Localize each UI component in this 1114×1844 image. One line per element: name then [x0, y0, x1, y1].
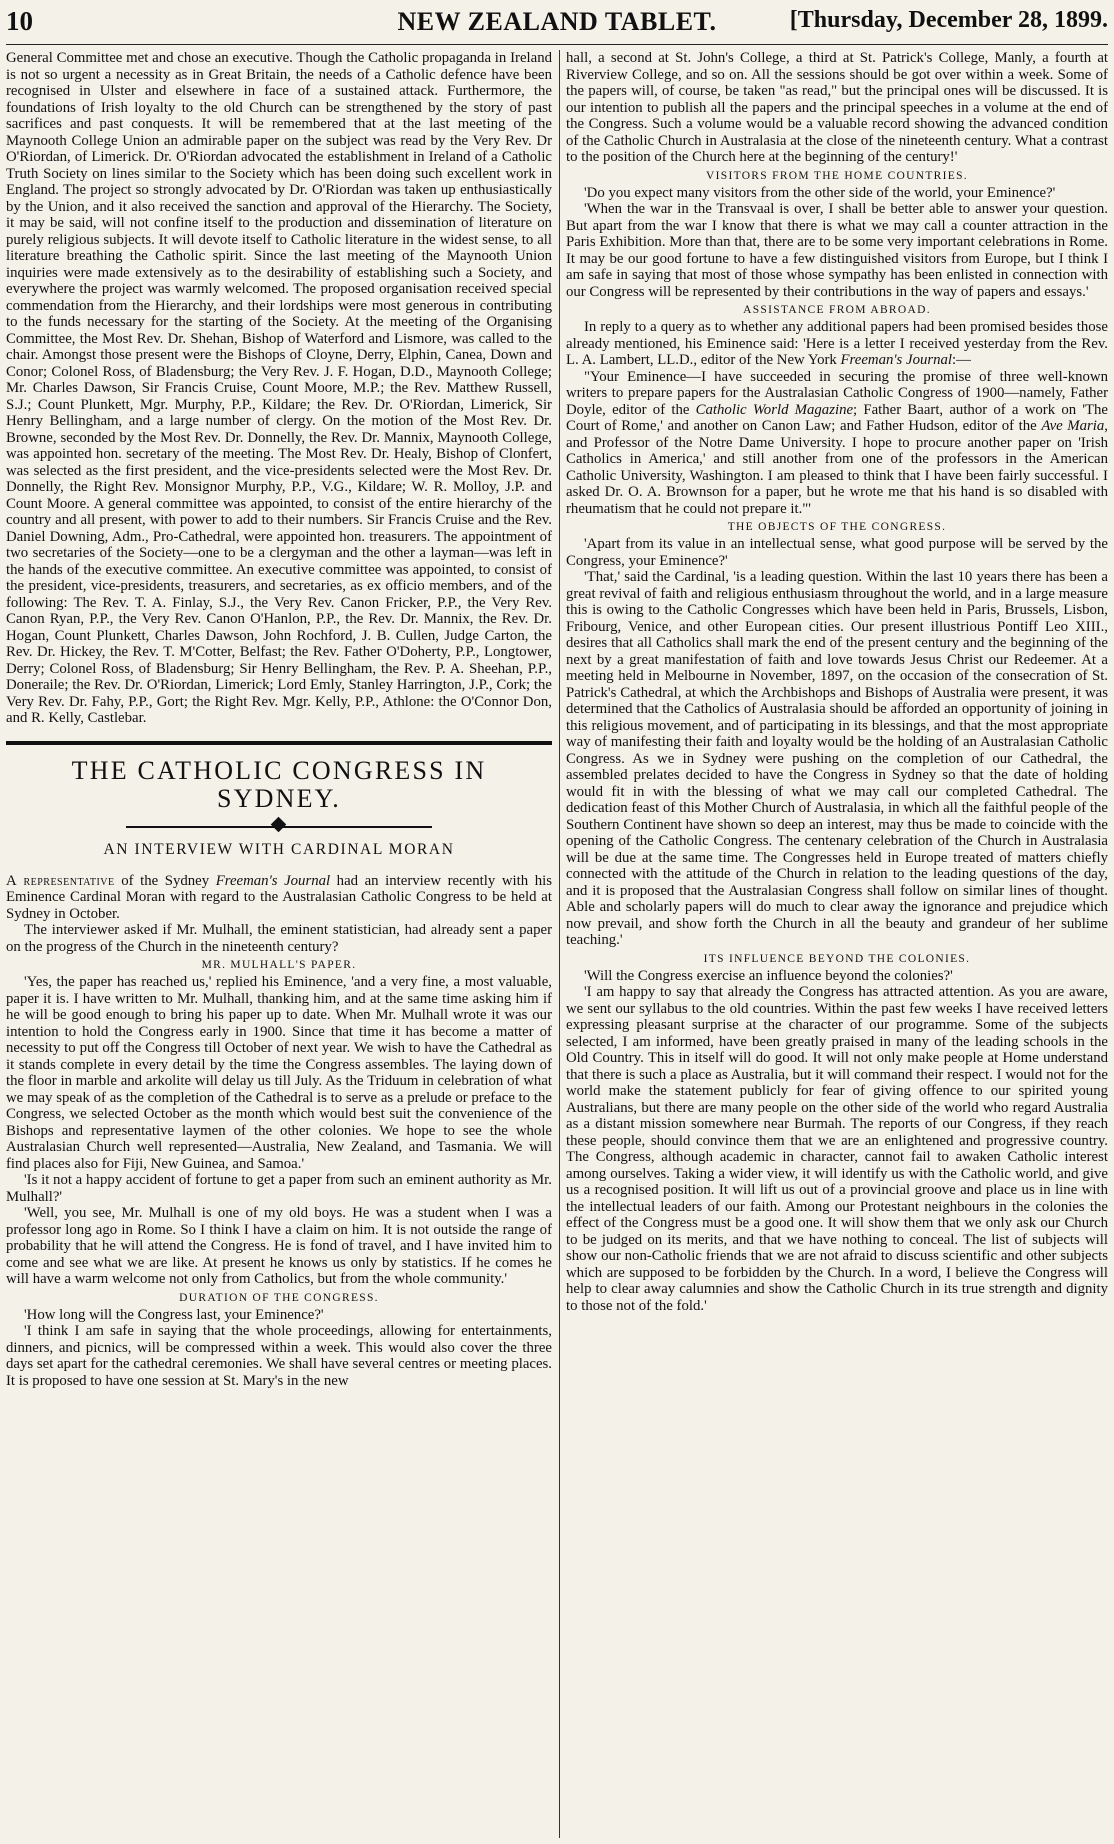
- lead-publication: Freeman's Journal: [215, 872, 331, 889]
- paragraph-leading-question: 'That,' said the Cardinal, 'is a leading question. Within the last 10 years there has been a great revival of faith and religious enthusiasm throughout the world, and in a large measure this is owing to the Catholic Congresses which have been held in Paris, Brussels, Lisbon, Fribourg, Venice, and other European cities. Our present illustrious Pontiff Leo XIII., desires that all Catholics shall mark the end of the present century and the beginning of the next by a great manifestation of faith and love towards Jesus Christ our Redeemer. At a meeting held in Melbourne in November, 1897, on the occasion of the consecration of St. Patrick's Cathedral, at which the Archbishops and Bishops of Australia were present, it was determined that the Catholics of Australasia should be afforded an opportunity of joining in this religious movement, and of participating in its blessings, and that the most appropriate way of manifesting their faith and loyalty would be the holding of an Australasian Catholic Congress. As we in Sydney were pushing on the completion of our Cathedral, the assembled prelates decided to have the Congress in Sydney so that the date of holding would fit in with the blessing of what we may call our completed Cathedral. The dedication feast of this Mother Church of Australasia, in which all the faithful people of the Southern Continent have shown so deep an interest, may thus be made to coincide with the opening of the Catholic Congress. The centenary celebration of the Church in Australasia will be due at the same time. The Congresses held in Europe treated of matters chiefly connected with the attitude of the Church in relation to the leading questions of the day, and it is proposed that the Australasian Congress shall follow on similar lines of thought. Able and scholarly papers will do much to clear away the ignorance and prejudice which now prevail, and show forth the Church in all the beauty and grandeur of her sublime teaching.': [566, 569, 1108, 948]
- letter-ave-maria: Ave Maria: [1041, 418, 1105, 434]
- paragraph-how-long: 'How long will the Congress last, your Eminence?': [24, 1306, 324, 1323]
- lead-text: of the Sydney: [114, 872, 216, 889]
- issue-date: [Thursday, December 28, 1899.: [789, 7, 1108, 33]
- article-title: THE CATHOLIC CONGRESS IN SYDNEY.: [71, 755, 487, 813]
- article-subtitle: AN INTERVIEW WITH CARDINAL MORAN: [103, 840, 455, 858]
- section-divider: [6, 741, 552, 745]
- subheading-mulhall-paper: MR. MULHALL'S PAPER.: [201, 959, 357, 971]
- letter-text-3: , and Professor of the Notre Dame University. I hope to procure another paper on 'Irish Catholics in America,' and still another from one of the professors in the American Catholic University, Washington. I am pleased to think that I have been fairly successful. I asked Dr. O. A. Brownson for a paper, but he wrote me that his hand is so disabled with rheumatism that he could not prepare it."': [566, 418, 1108, 517]
- letter-text-2: ; Father Baart, author of a work on 'The Court of Rome,' and another on Canon Law; and Father Hudson, editor of the: [566, 401, 1108, 434]
- subheading-visitors: VISITORS FROM THE HOME COUNTRIES.: [706, 169, 968, 182]
- subheading-duration: DURATION OF THE CONGRESS.: [179, 1291, 379, 1304]
- paragraph-proceedings: 'I think I am safe in saying that the whole proceedings, allowing for entertainments, dinners, and picnics, will be compressed within a week. This would also cover the three days set apart for the cathedral ceremonies. We shall have several centres or meeting places. It is proposed to have one session at St. Mary's in the new: [6, 1323, 552, 1389]
- paragraph-influence-answer: 'I am happy to say that already the Congress has attracted attention. As you are aware, we sent our syllabus to the old countries. Within the past few weeks I have received letters expressing pleasant surprise at the character of our programme. Some of the subjects selected, I am informed, have been greatly praised in many of the leading schools in the Old Country. This in itself will do good. It will not only make people at Home understand that there is such a place as Australia, but it will command their respect. I would not for the world make the statement publicly for fear of giving offence to our spirited young Australians, but there are many people on the other side of the world who regard Australia as a distant mission somewhere near Burmah. The reports of our Congress, if they reach these people, should convince them that we are an enlightened and progressive country. The Congress, although academic in character, cannot fail to awaken Catholic interest among ourselves. Taking a wider view, it will identify us with the Catholic world, and give us a recognised position. It will lift us out of a provincial groove and place us in line with the intellectual leaders of our faith. Among our Protestant neighbours in the colonies the effect of the Congress must be a good one. It will show them that we only ask our Church to be judged on its merits, and that we have nothing to conceal. The list of subjects will show our non-Catholic friends that we are not afraid to discuss scientific and other subjects which are supposed to be forbidden by the Church. In a word, I believe the Congress will help to clear away calumnies and show the Catholic Church in its true strength and dignity to those not of the fold.': [566, 984, 1108, 1314]
- paragraph-influence-question: 'Will the Congress exercise an influence beyond the colonies?': [584, 967, 953, 984]
- paragraph-letter: [566, 369, 1108, 518]
- subheading-objects: THE OBJECTS OF THE CONGRESS.: [727, 521, 947, 533]
- paragraph-additional-papers: [566, 319, 1108, 369]
- page-number: 10: [6, 6, 33, 36]
- lead-text-end: had an interview recently with his Eminence Cardinal Moran with regard to the Australasian Catholic Congress to be held at Sydney in October.: [6, 872, 552, 922]
- diamond-ornament-icon: [271, 816, 287, 832]
- letter-text-1: "Your Eminence—I have succeeded in securing the promise of three well-known writers to prepare papers for the Australasian Catholic Congress of 1900—namely, Father Doyle, editor of the: [566, 368, 1108, 418]
- lead-paragraph: [6, 873, 552, 923]
- column-rule: [559, 50, 560, 1838]
- continued-paragraph: General Committee met and chose an executive. Though the Catholic propaganda in Ireland is not so urgent a necessity as in Great Britain, the needs of a Catholic defence have been recognised in Ulster and elsewhere in face of a sustained attack. Furthermore, the foundations of Irish loyalty to the old Church can be strengthened by the story of past sacrifices and past conquests. It will be remembered that at the last meeting of the Maynooth College Union an admirable paper on the subject was read by the Very Rev. Dr O'Riordan, of Limerick. Dr. O'Riordan advocated the establishment in Ireland of a Catholic Truth Society on lines similar to the Society which has been doing such excellent work in England. The project so strongly advocated by Dr. O'Riordan was taken up enthusiastically by the Union, and it also received the sanction and approval of the Hierarchy. The Society, it may be said, will not confine itself to the production and dissemination of literature on purely religious subjects. It will devote itself to Catholic literature in the widest sense, to all literature breathing the Catholic spirit. Since the last meeting of the Maynooth Union inquiries were made extensively as to the desirability of establishing such a Society, and everywhere the project was warmly welcomed. The proposed organisation received special commendation from the Hierarchy, and their lordships were most generous in contributing to the funds necessary for the starting of the Society. At the meeting of the Organising Committee, the Most Rev. Dr. Shehan, Bishop of Waterford and Lismore, was called to the chair. Amongst those present were the Bishops of Cloyne, Derry, Elphin, Canea, Down and Conor; Colonel Ross, of Bladensburg; the Very Rev. J. F. Hogan, D.D., Maynooth College; Mr. Charles Dawson, Sir Francis Cruise, Count Moore, M.P.; the Rev. Matthew Russell, S.J.; Count Plunkett, Mgr. Murphy, P.P., Kildare; the Rev. Dr. O'Riordan, Limerick, Sir Henry Bellingham, and a large number of clergy. On the motion of the Most Rev. Dr. Browne, seconded by the Most Rev. Dr. Donnelly, the Rev. Dr. Mannix, Maynooth College, was appointed hon. secretary of the meeting. The Most Rev. Dr. Healy, Bishop of Clonfert, was selected as the first president, and the vice-presidents selected were the Most Rev. Dr. Donnelly, the Right Rev. Monsignor Murphy, P.P., V.G., Kildare; W. R. Molloy, J.P. and Count Moore. A general committee was appointed, to consist of the entire hierarchy of the country and all present, with power to add to their numbers. Sir Francis Cruise and the Rev. Daniel Downing, Adm., Pro-Cathedral, were appointed hon. treasurers. The appointment of two secretaries of the Society—one to be a clergyman and the other a layman—was left in the hands of the executive committee. An executive committee was appointed, to consist of the president, vice-presidents, treasurers, and secretaries, as ex officio members, and of the following: The Rev. T. A. Finlay, S.J., the Very Rev. Canon Fricker, P.P., the Very Rev. Canon Ryan, P.P., the Very Rev. Canon O'Hanlon, P.P., the Rev. Dr. Mannix, the Rev. Dr. Hogan, Count Plunkett, Charles Dawson, John Rochford, J. B. Cullen, Judge Carton, the Rev. Dr. Hickey, the Rev. T. M'Cotter, Belfast; the Rev. Father O'Doherty, P.P., Longtower, Derry; Colonel Ross, of Bladensburg; Sir Henry Bellingham, the Rev. P. A. Sheehan, P.P., Doneraile; the Rev. Dr. O'Riordan, Limerick; Lord Emly, Stanley Harrington, J.P., Cork; the Very Rev. Dr. Fahy, P.P., Gort; the Right Rev. Mgr. Kelly, P.P., Athlone: the O'Connor Don, and R. Kelly, Castlebar.: [6, 50, 552, 726]
- reply-text-end: :—: [952, 352, 971, 368]
- paragraph-transvaal: 'When the war in the Transvaal is over, I shall be better able to answer your question. But apart from the war I know that there is what we may call a counter attraction in the Paris Exhibition. More than that, there are to be some very important celebrations in Rome. It may be our good fortune to have a few distinguished visitors from Europe, but I think I am safe in saying that most of those whose sympathy has been enlisted in connection with our Congress will be represented by their contributions in the way of papers and essays.': [566, 201, 1108, 300]
- lead-smallcaps: A representative: [6, 872, 115, 889]
- paragraph-good-purpose: 'Apart from its value in an intellectual sense, what good purpose will be served by the Congress, your Eminence?': [566, 536, 1108, 569]
- paragraph-expect-visitors: 'Do you expect many visitors from the other side of the world, your Eminence?': [584, 184, 1056, 201]
- paragraph-interviewer: The interviewer asked if Mr. Mulhall, the eminent statistician, had already sent a paper on the progress of the Church in the nineteenth century?: [6, 922, 552, 955]
- paragraph-happy-accident: 'Is it not a happy accident of fortune to get a paper from such an eminent authority as Mr. Mulhall?': [6, 1172, 552, 1205]
- subheading-influence: ITS INFLUENCE BEYOND THE COLONIES.: [703, 952, 971, 965]
- subheading-assistance: ASSISTANCE FROM ABROAD.: [743, 304, 931, 316]
- right-column: [566, 50, 1108, 1838]
- left-column: [6, 50, 552, 1838]
- paragraph-yes: 'Yes, the paper has reached us,' replied his Eminence, 'and a very fine, a most valuable, paper it is. I have written to Mr. Mulhall, thanking him, and at the same time asking him if he will be good enough to bring his paper up to date. When Mr. Mulhall wrote it was our intention to hold the Congress early in 1900. Since that time it has become a matter of necessity to put off the Congress till October of next year. We wish to have the Cathedral as it stands complete in every detail by the time the Congress assembles. The laying down of the floor in marble and arkolite will delay us till July. As the Triduum in celebration of what we may speak of as the completion of the Cathedral is to serve as a prelude or preface to the Congress, we selected October as the month which would best suit the convenience of the Bishops and representative laymen of the other colonies. We hope to see the whole Australasian Church well represented—Australia, New Zealand, and Tasmania. We will find places also for Fiji, New Guinea, and Samoa.': [6, 974, 552, 1172]
- letter-magazine: Catholic World Magazine: [695, 401, 854, 418]
- paragraph-sessions: hall, a second at St. John's College, a third at St. Patrick's College, Manly, a fourth at Riverview College, and so on. All the sessions should be got over within a week. Some of the papers will, of course, be taken "as read," but the principal ones will be discussed. It is our intention to publish all the papers and the principal speeches in a volume at the end of the Congress. Such a volume would be a valuable record showing the advanced condition of the Catholic Church in Australasia at the close of the nineteenth century. What a contrast to the position of the Church here at the beginning of the century!': [566, 50, 1108, 165]
- masthead: [6, 4, 1108, 45]
- publication-title: NEW ZEALAND TABLET.: [397, 7, 717, 36]
- reply-publication: Freeman's Journal: [840, 352, 953, 368]
- paragraph-old-boys: 'Well, you see, Mr. Mulhall is one of my old boys. He was a student when I was a professor long ago in Rome. So I think I have a claim on him. It is not outside the range of probability that he will attend the Congress. He is fond of travel, and I have invited him to come and see what we are like. At present he knows us only by statistics. If he comes he will have a warm welcome not only from Catholics, but from the whole community.': [6, 1205, 552, 1287]
- title-ornament: [6, 819, 552, 835]
- reply-text: In reply to a query as to whether any additional papers had been promised besides those already mentioned, his Eminence said: 'Here is a letter I received yesterday from the Rev. L. A. Lambert, LL.D., editor of the New York: [566, 319, 1108, 368]
